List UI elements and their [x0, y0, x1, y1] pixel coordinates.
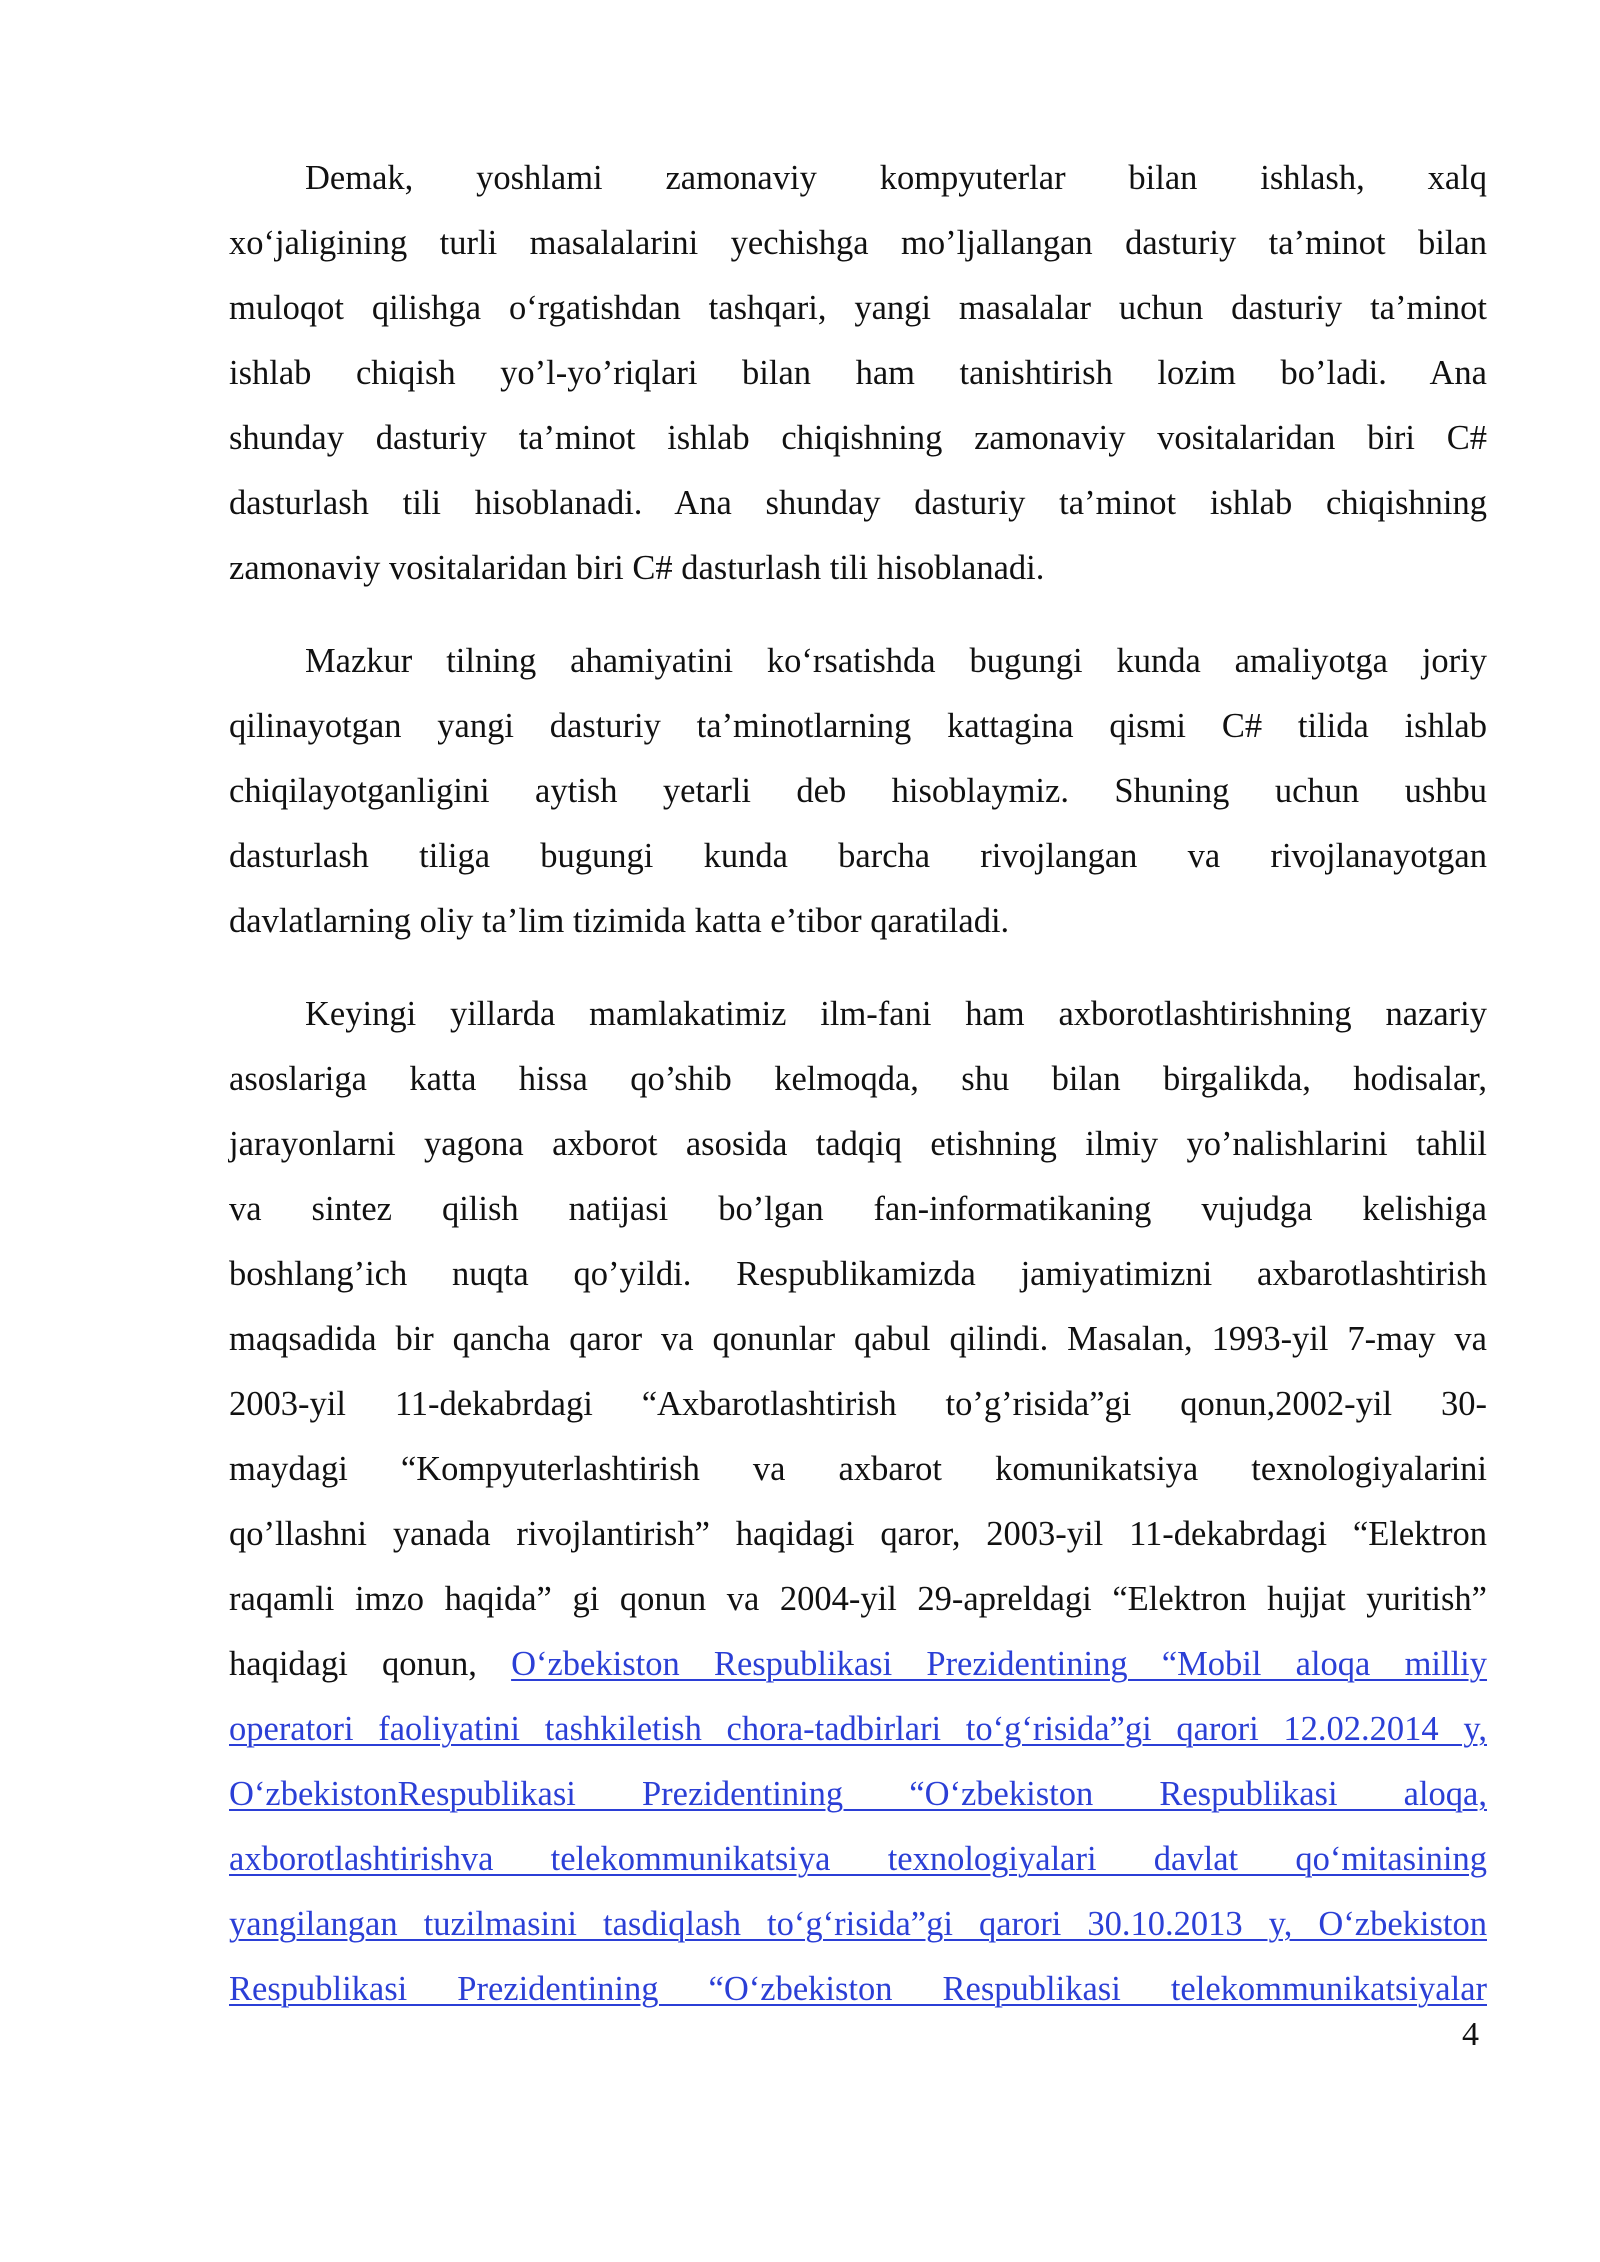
text-line: boshlang’ich nuqta qo’yildi. Respublikamizda jamiyatimizni axbarotlashtirish	[229, 1255, 1487, 1293]
decree-link[interactable]: axborotlashtirishva telekommunikatsiya texnologiyalari davlat qo‘mitasining	[229, 1840, 1487, 1878]
document-body	[229, 146, 1487, 2050]
decree-link[interactable]: yangilangan tuzilmasini tasdiqlash to‘g‘risida”gi qarori 30.10.2013 y, O‘zbekiston	[229, 1905, 1487, 1943]
text-line: chiqilayotganligini aytish yetarli deb hisoblaymiz. Shuning uchun ushbu	[229, 772, 1487, 810]
text-line: muloqot qilishga o‘rgatishdan tashqari, yangi masalalar uchun dasturiy ta’minot	[229, 289, 1487, 327]
paragraph-1	[229, 146, 1487, 601]
page-number: 4	[1462, 2016, 1479, 2053]
decree-link[interactable]: operatori faoliyatini tashkiletish chora-tadbirlari to‘g‘risida”gi qarori 12.02.2014 y,	[229, 1710, 1487, 1748]
text-line: 2003-yil 11-dekabrdagi “Axbarotlashtirish to’g’risida”gi qonun,2002-yil 30-	[229, 1385, 1487, 1423]
text-line: asoslariga katta hissa qo’shib kelmoqda, shu bilan birgalikda, hodisalar,	[229, 1060, 1487, 1098]
text-line: xo‘jaligining turli masalalarini yechishga mo’ljallangan dasturiy ta’minot bilan	[229, 224, 1487, 262]
text-line: maydagi “Kompyuterlashtirish va axbarot komunikatsiya texnologiyalarini	[229, 1450, 1487, 1488]
paragraph-2	[229, 629, 1487, 954]
link-line	[229, 1827, 1487, 1892]
text-line: shunday dasturiy ta’minot ishlab chiqishning zamonaviy vositalaridan biri C#	[229, 419, 1487, 457]
text-line: davlatlarning oliy ta’lim tizimida katta e’tibor qaratiladi.	[229, 902, 1010, 940]
link-line	[229, 1697, 1487, 1762]
decree-link[interactable]: O‘zbekistonRespublikasi Prezidentining “O‘zbekiston Respublikasi aloqa,	[229, 1775, 1487, 1813]
decree-link[interactable]: Respublikasi Prezidentining “O‘zbekiston Respublikasi telekommunikatsiyalar	[229, 1970, 1487, 2008]
text-line: dasturlash tili hisoblanadi. Ana shunday dasturiy ta’minot ishlab chiqishning	[229, 484, 1487, 522]
paragraph-3	[229, 982, 1487, 2022]
text-line: dasturlash tiliga bugungi kunda barcha rivojlangan va rivojlanayotgan	[229, 837, 1487, 875]
text-line: raqamli imzo haqida” gi qonun va 2004-yil 29-apreldagi “Elektron hujjat yuritish”	[229, 1580, 1487, 1618]
text-line: ishlab chiqish yo’l-yo’riqlari bilan ham tanishtirish lozim bo’ladi. Ana	[229, 354, 1487, 392]
text-line: Keyingi yillarda mamlakatimiz ilm-fani ham axborotlashtirishning nazariy	[305, 995, 1487, 1033]
text-line: qo’llashni yanada rivojlantirish” haqidagi qaror, 2003-yil 11-dekabrdagi “Elektron	[229, 1515, 1487, 1553]
text-line: maqsadida bir qancha qaror va qonunlar qabul qilindi. Masalan, 1993-yil 7-may va	[229, 1320, 1487, 1358]
text-line: va sintez qilish natijasi bo’lgan fan-informatikaning vujudga kelishiga	[229, 1190, 1487, 1228]
text-line: Demak, yoshlami zamonaviy kompyuterlar bilan ishlash, xalq	[305, 159, 1487, 197]
link-line	[229, 1892, 1487, 1957]
text-line: jarayonlarni yagona axborot asosida tadqiq etishning ilmiy yo’nalishlarini tahlil	[229, 1125, 1487, 1163]
text-line-with-link	[229, 1632, 1487, 1697]
text-run: haqidagi qonun,	[229, 1645, 512, 1683]
text-line: Mazkur tilning ahamiyatini ko‘rsatishda bugungi kunda amaliyotga joriy	[305, 642, 1487, 680]
link-line	[229, 1762, 1487, 1827]
text-line: qilinayotgan yangi dasturiy ta’minotlarning kattagina qismi C# tilida ishlab	[229, 707, 1487, 745]
link-line	[229, 1957, 1487, 2022]
decree-link[interactable]: O‘zbekiston Respublikasi Prezidentining “Mobil aloqa milliy	[511, 1645, 1488, 1683]
text-line: zamonaviy vositalaridan biri C# dasturlash tili hisoblanadi.	[229, 549, 1045, 587]
